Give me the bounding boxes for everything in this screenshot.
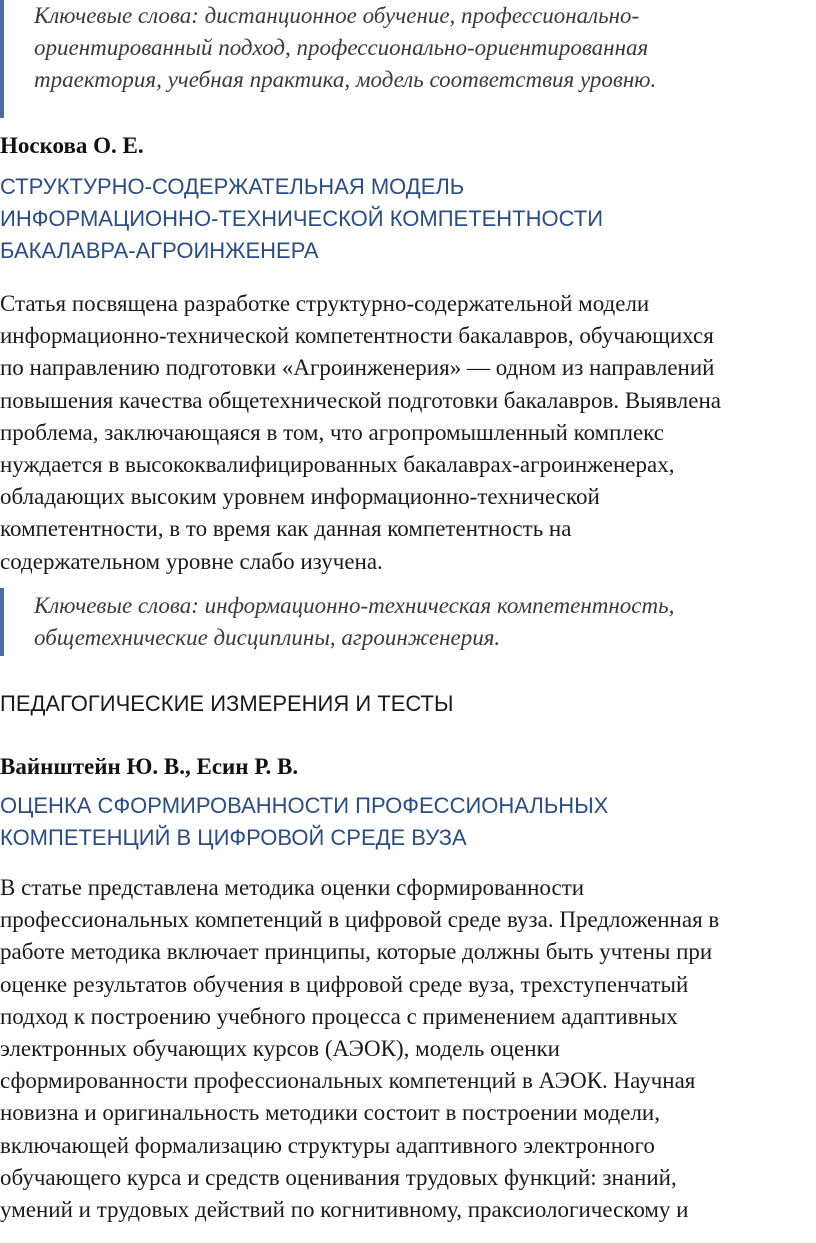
article-title-line: СТРУКТУРНО-СОДЕРЖАТЕЛЬНАЯ МОДЕЛЬ xyxy=(0,174,465,199)
abstract-line: повышения качества общетехнической подготовки бакалавров. Выявлена xyxy=(0,387,721,413)
keywords-line: ориентированный подход, профессионально-ориентированная xyxy=(34,35,649,60)
article-title-line: КОМПЕТЕНЦИЙ В ЦИФРОВОЙ СРЕДЕ ВУЗА xyxy=(0,825,467,850)
article-abstract xyxy=(0,872,816,1226)
abstract-line: умений и трудовых действий по когнитивному, праксиологическому и xyxy=(0,1197,689,1223)
keywords-line: траектория, учебная практика, модель соответствия уровню. xyxy=(34,67,657,92)
article-title-line: ИНФОРМАЦИОННО-ТЕХНИЧЕСКОЙ КОМПЕТЕНТНОСТИ xyxy=(0,206,604,231)
abstract-line: новизна и оригинальность методики состоит в построении модели, xyxy=(0,1100,660,1126)
abstract-line: профессиональных компетенций в цифровой среде вуза. Предложенная в xyxy=(0,907,720,933)
keywords-line: Ключевые слова: информационно-техническая компетентность, xyxy=(34,593,675,618)
article-abstract xyxy=(0,288,816,578)
abstract-line: обучающего курса и средств оценивания трудовых функций: знаний, xyxy=(0,1164,677,1190)
keywords-block xyxy=(0,588,674,656)
abstract-line: подход к построению учебного процесса с применением адаптивных xyxy=(0,1003,678,1029)
article-author: Вайнштейн Ю. В., Есин Р. В. xyxy=(0,754,299,779)
keywords-line: общетехнические дисциплины, агроинженерия. xyxy=(34,625,501,650)
keywords-line: Ключевые слова: дистанционное обучение, профессионально- xyxy=(34,3,640,28)
abstract-line: нуждается в высококвалифицированных бакалаврах-агроинженерах, xyxy=(0,452,675,478)
abstract-line: по направлению подготовки «Агроинженерия» — одном из направлений xyxy=(0,355,715,381)
abstract-line: обладающих высоким уровнем информационно-технической xyxy=(0,484,600,510)
abstract-line: оценке результатов обучения в цифровой среде вуза, трехступенчатый xyxy=(0,971,689,997)
article-author: Носкова О. Е. xyxy=(0,133,144,158)
abstract-line: В статье представлена методика оценки сформированности xyxy=(0,875,585,900)
article-title-line: БАКАЛАВРА-АГРОИНЖЕНЕРА xyxy=(0,238,319,263)
abstract-line: содержательном уровне слабо изучена. xyxy=(0,548,383,574)
abstract-line: включающей формализацию структуры адаптивного электронного xyxy=(0,1132,655,1158)
article-title-line: ОЦЕНКА СФОРМИРОВАННОСТИ ПРОФЕССИОНАЛЬНЫХ xyxy=(0,793,609,818)
abstract-line: электронных обучающих курсов (АЭОК), модель оценки xyxy=(0,1036,560,1062)
abstract-line: сформированности профессиональных компетенций в АЭОК. Научная xyxy=(0,1068,696,1094)
article-title-link[interactable] xyxy=(0,790,608,854)
abstract-line: компетентности, в то время как данная компетентность на xyxy=(0,516,572,542)
article-title-link[interactable] xyxy=(0,171,603,267)
section-heading: ПЕДАГОГИЧЕСКИЕ ИЗМЕРЕНИЯ И ТЕСТЫ xyxy=(0,691,454,716)
abstract-line: проблема, заключающаяся в том, что агропромышленный комплекс xyxy=(0,419,664,445)
abstract-line: информационно-технической компетентности бакалавров, обучающихся xyxy=(0,323,714,349)
keywords-block-top xyxy=(0,0,656,118)
abstract-line: Статья посвящена разработке структурно-содержательной модели xyxy=(0,291,650,316)
abstract-line: работе методика включает принципы, которые должны быть учтены при xyxy=(0,939,713,965)
